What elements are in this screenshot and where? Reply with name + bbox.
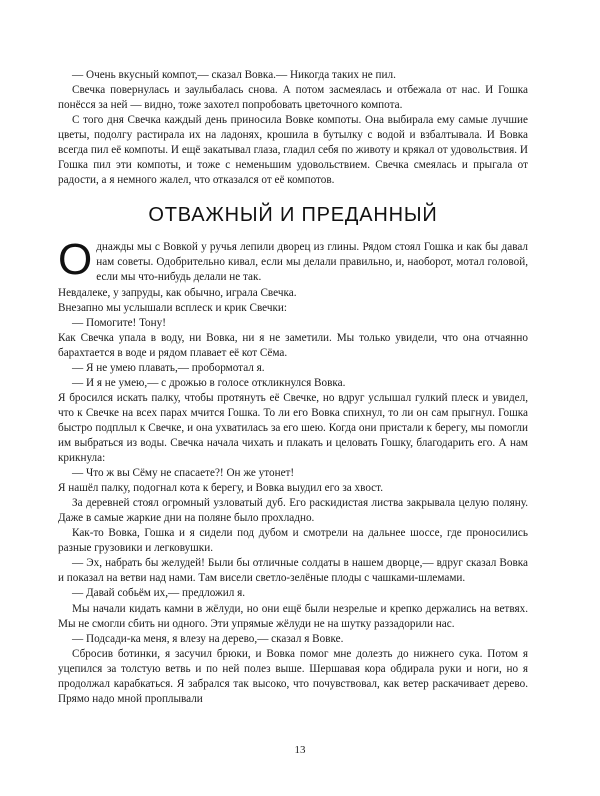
paragraph: — Что ж вы Сёму не спасаете?! Он же утонет! [72, 467, 295, 480]
paragraph: — Я не умею плавать,— пробормотал я. [72, 361, 265, 374]
drop-cap: О [58, 235, 93, 285]
first-paragraph [58, 235, 528, 285]
paragraph: Мы начали кидать камни в жёлуди, но они ещё были незрелые и крепко держались на ветвях. Мы не смогли сбить ни одного. Эти упрямые жёлуди не на шутку раззадорили нас. [58, 602, 528, 630]
paragraph: Внезапно мы услышали всплеск и крик Свечки: [58, 301, 287, 314]
paragraph: Как-то Вовка, Гошка и я сидели под дубом и смотрели на дальнее шоссе, где проносились разные грузовики и легковушки. [58, 527, 528, 555]
paragraph: — Подсади-ка меня, я влезу на дерево,— сказал я Вовке. [72, 632, 344, 645]
paragraph: Сбросив ботинки, я засучил брюки, и Вовка помог мне долезть до нижнего сука. Потом я уцепился за толстую ветвь и по ней полез выше. Шершавая кора обдирала руки и ноги, но я продолжал карабкаться. Я забрался так высоко, что почувствовал, как ветер раскачивает дерево. Прямо надо мной проплывали [58, 647, 528, 705]
chapter-title: ОТВАЖНЫЙ И ПРЕДАННЫЙ [148, 204, 438, 227]
paragraph: — Очень вкусный компот,— сказал Вовка.— Никогда таких не пил. [72, 69, 396, 81]
first-paragraph-text: днажды мы с Вовкой у ручья лепили дворец из глины. Рядом стоял Гошка и как бы давал нам советы. Одобрительно кивал, если мы делали правильно, и, наоборот, мотал головой, если мы что-нибудь делали не так. [96, 241, 528, 284]
paragraph: Я нашёл палку, подогнал кота к берегу, и Вовка выудил его за хвост. [58, 482, 383, 495]
paragraph: — И я не умею,— с дрожью в голосе откликнулся Вовка. [72, 376, 346, 389]
paragraph: — Помогите! Тону! [72, 316, 166, 329]
paragraph: За деревней стоял огромный узловатый дуб. Его раскидистая листва закрывала целую поляну. Даже в самые жаркие дни на поляне было прохладно. [58, 497, 528, 525]
page-number: 13 [294, 744, 306, 756]
paragraph: Я бросился искать палку, чтобы протянуть её Свечке, но вдруг услышал гулкий плеск и увидел, что к Свечке на всех парах мчится Гошка. То ли его Вовка спихнул, то ли он сам прыгнул. Гошка быстро подплыл к Свечке, и она ухватилась за его шею. Когда они пристали к берегу, мы помогли им выбраться из воды. Свечка начала чихать и плакать и целовать Гошку, благодарить его. А нам крикнула: [58, 391, 528, 465]
paragraph: Как Свечка упала в воду, ни Вовка, ни я не заметили. Мы только увидели, что она отчаянно барахтается в воде и рядом плавает её кот Сёма. [58, 331, 528, 359]
paragraph: — Эх, набрать бы желудей! Были бы отличные солдаты в нашем дворце,— вдруг сказал Вовка и показал на ветви над нами. Там висели светло-зелёные плоды с чашками-шлемами. [58, 557, 528, 585]
paragraph: Свечка повернулась и заулыбалась снова. А потом засмеялась и отбежала от нас. И Гошка понёсся за ней — видно, тоже захотел попробовать цветочного компота. [58, 84, 528, 112]
paragraph: Невдалеке, у запруды, как обычно, играла Свечка. [58, 286, 297, 299]
paragraph: С того дня Свечка каждый день приносила Вовке компоты. Она выбирала ему самые лучшие цветы, подолгу растирала их на ладонях, крошила в бутылку с водой и взбалтывала. И Вовка всегда пил её компоты. И ещё закатывал глаза, гладил себя по животу и крякал от удовольствия. И Гошка пил эти компоты, и тоже с неменьшим удовольствием. Свечка смеялась и прыгала от радости, а я немного жалел, что отказался от её компотов. [58, 114, 528, 187]
page-body [58, 68, 528, 707]
paragraph: — Давай собьём их,— предложил я. [72, 587, 246, 600]
